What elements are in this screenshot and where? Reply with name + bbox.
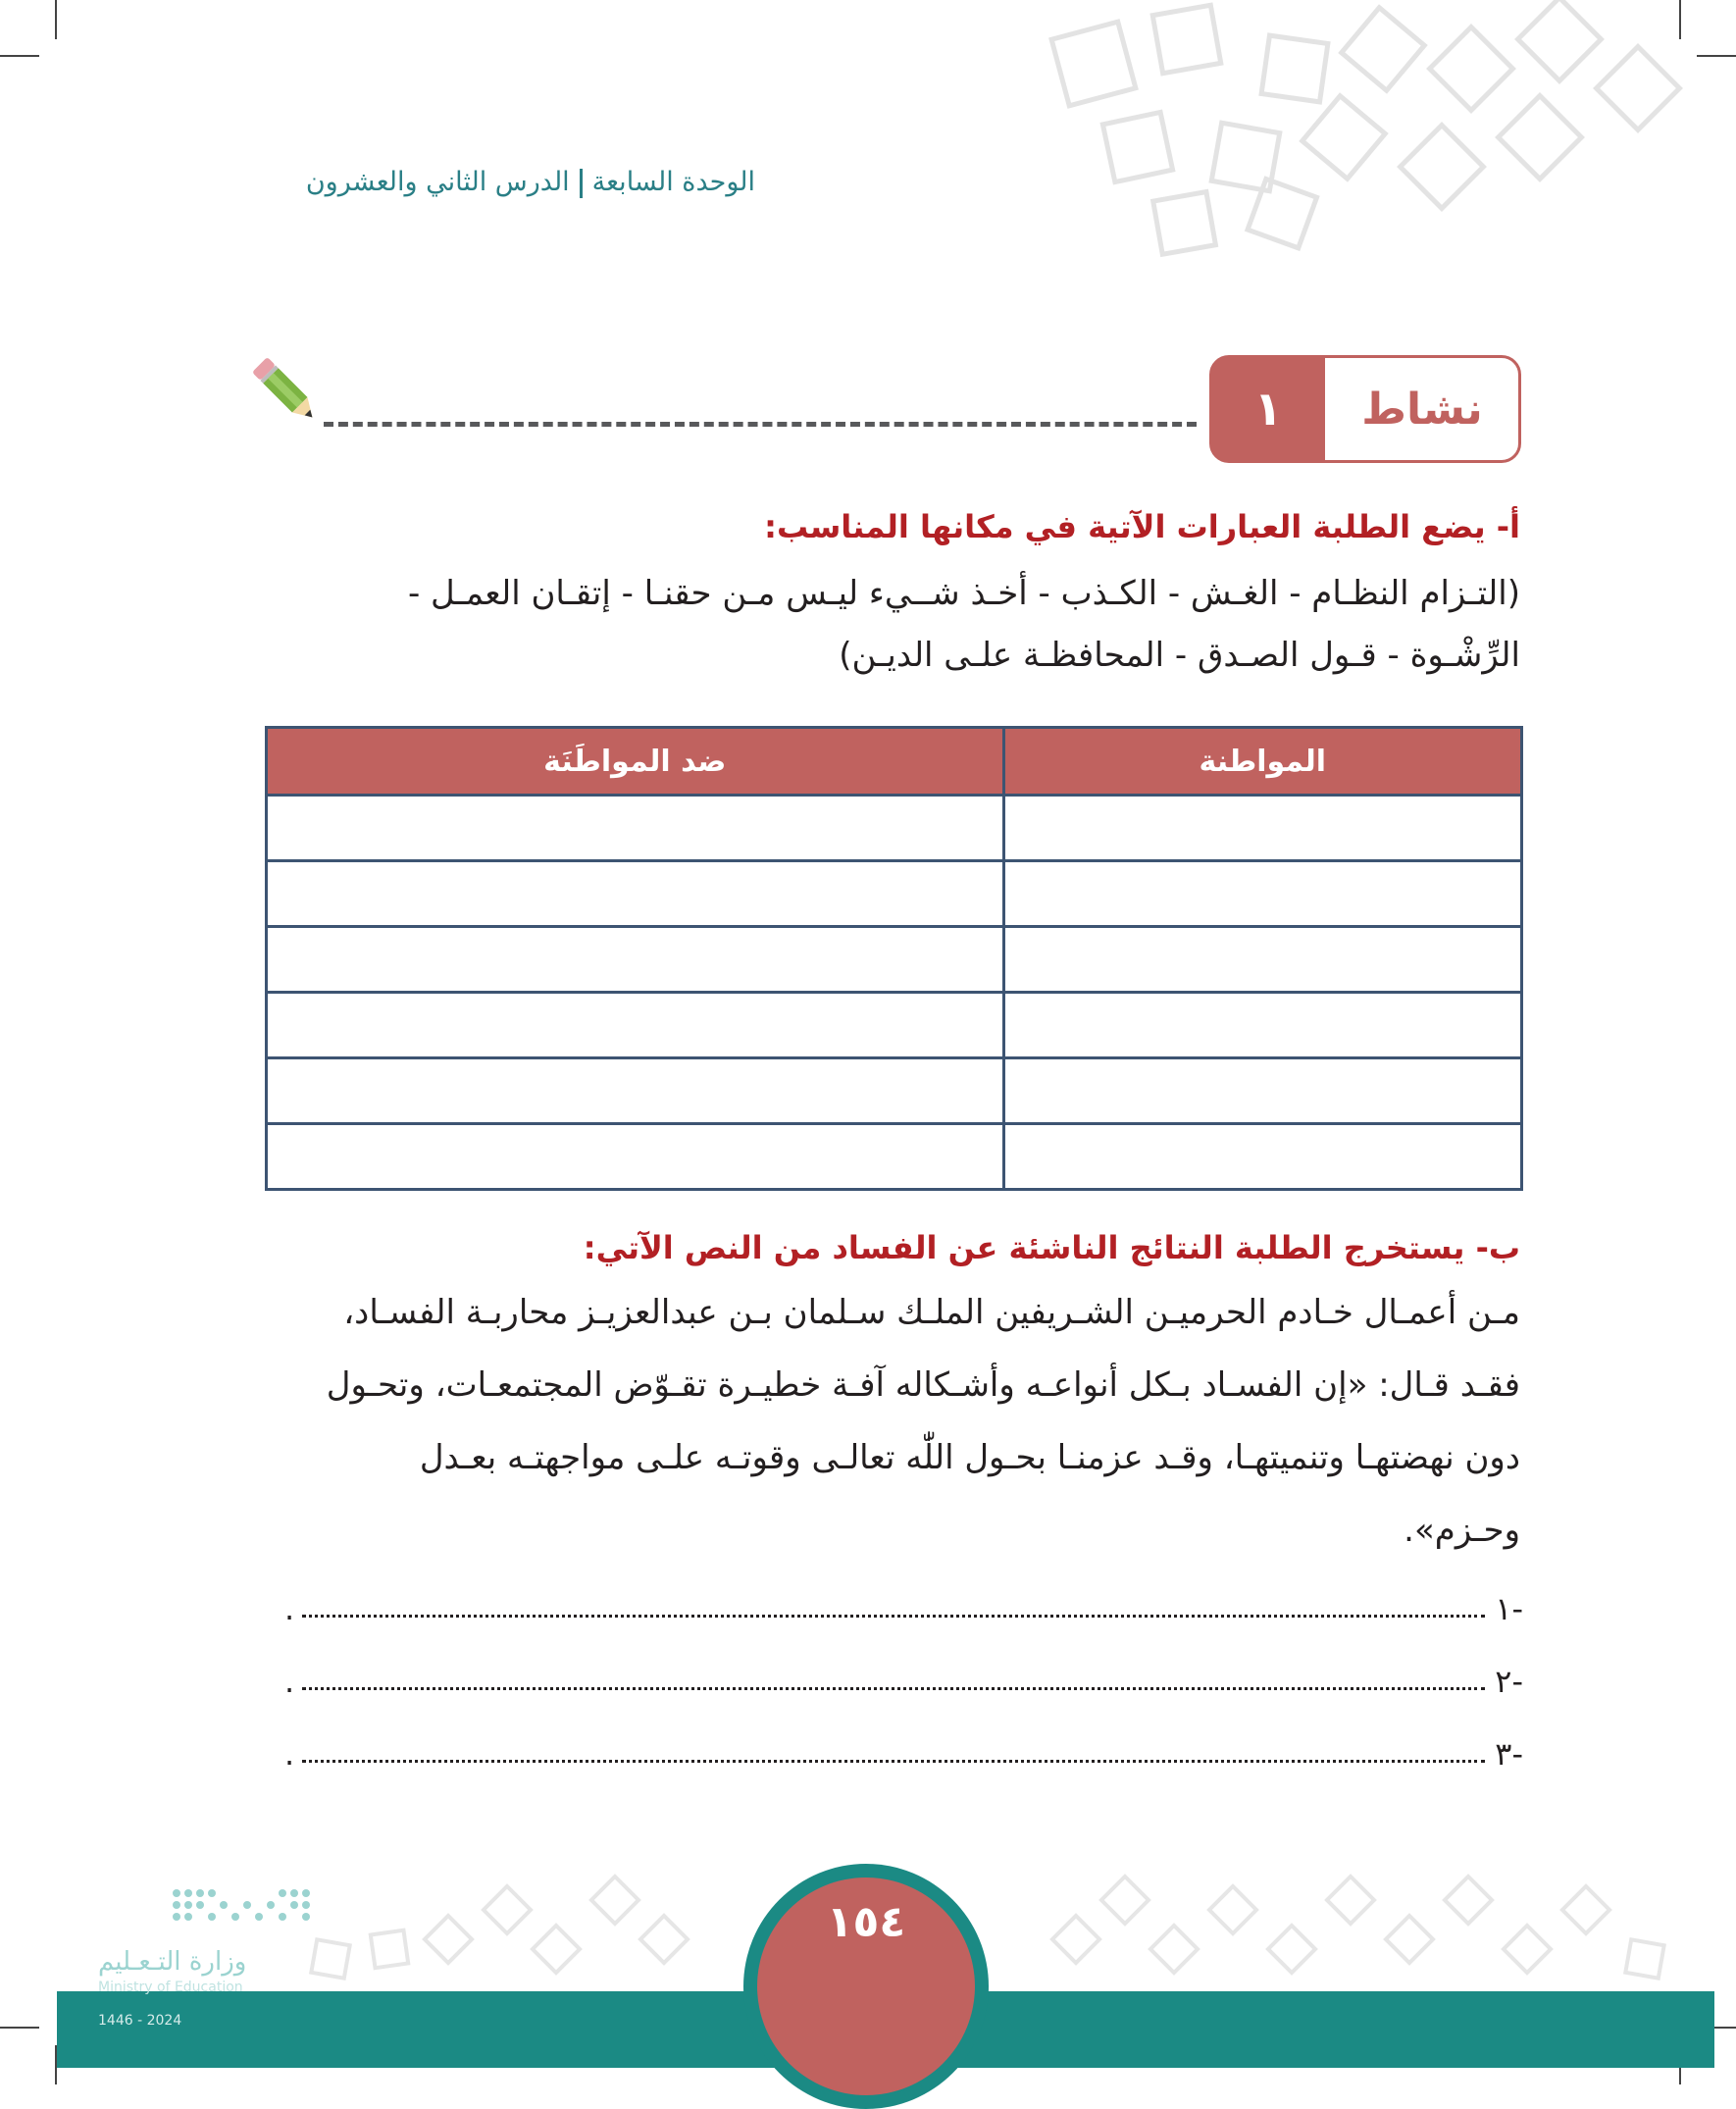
- answer-period: .: [284, 1590, 295, 1627]
- answer-line-1[interactable]: [284, 1589, 1523, 1628]
- dashed-divider: [324, 422, 1197, 427]
- crop-mark: [55, 0, 57, 39]
- passage-line-2: فقـد قـال: «إن الفسـاد بـكل أنواعـه وأشـكاله آفـة خطيـرة تقـوّض المجتمعـات، وتحـول: [326, 1365, 1520, 1405]
- table-row: [267, 927, 1522, 993]
- table-cell[interactable]: [267, 993, 1004, 1058]
- table-cell[interactable]: [267, 1058, 1004, 1124]
- passage-line-3: دون نهضتهـا وتنميتهـا، وقـد عزمنـا بحـول اللّٰه تعالـى وقوتـه علـى مواجهتـه بعـدل: [419, 1438, 1520, 1477]
- answer-period: .: [284, 1663, 295, 1700]
- table-cell[interactable]: [1003, 927, 1521, 993]
- section-b-heading: ب- يستخرج الطلبة النتائج الناشئة عن الفساد من النص الآتي:: [583, 1229, 1520, 1266]
- table-row: [267, 1058, 1522, 1124]
- ministry-logo-icon: [167, 1883, 324, 1942]
- answer-dots: [302, 1601, 1485, 1618]
- table-cell[interactable]: [1003, 796, 1521, 861]
- table-cell[interactable]: [1003, 1124, 1521, 1190]
- answer-line-2[interactable]: [284, 1662, 1523, 1701]
- ministry-name-en: Ministry of Education: [98, 1980, 243, 1995]
- header-anti-citizenship: ضد المواطَنَة: [267, 728, 1004, 796]
- ministry-name: وزارة التـعـليم: [98, 1947, 247, 1977]
- table-cell[interactable]: [1003, 861, 1521, 927]
- table-cell[interactable]: [1003, 1058, 1521, 1124]
- table-cell[interactable]: [267, 927, 1004, 993]
- crop-mark: [0, 55, 39, 57]
- section-a-line-1: (التـزام النظـام - الغـش - الكـذب - أخـذ شــيء ليـس مـن حقنـا - إتقـان العمـل -: [407, 574, 1520, 613]
- table-row: [267, 993, 1522, 1058]
- edition-year: 2024 - 1446: [98, 2013, 182, 2029]
- table-header-row: [267, 728, 1522, 796]
- table-row: [267, 861, 1522, 927]
- table-row: [267, 796, 1522, 861]
- table-cell[interactable]: [267, 861, 1004, 927]
- passage-line-1: مـن أعمـال خـادم الحرميـن الشـريفين الملـك سـلمان بـن عبدالعزيـز محاربـة الفسـاد،: [343, 1293, 1520, 1332]
- activity-number: ١: [1211, 357, 1325, 461]
- answer-number: -١: [1495, 1590, 1523, 1627]
- table-cell[interactable]: [267, 796, 1004, 861]
- answer-period: .: [284, 1735, 295, 1773]
- table-cell[interactable]: [267, 1124, 1004, 1190]
- unit-title: الوحدة السابعة: [591, 167, 755, 197]
- answer-dots: [302, 1746, 1485, 1763]
- answer-number: -٣: [1495, 1735, 1523, 1773]
- decorative-pattern: [1020, 0, 1736, 265]
- table-row: [267, 1124, 1522, 1190]
- crop-mark: [0, 2027, 39, 2029]
- answer-dots: [302, 1673, 1485, 1690]
- footer-pattern: [294, 1864, 1726, 1991]
- section-a-line-2: الرِّشْـوة - قـول الصـدق - المحافظـة علـى الديـن): [839, 636, 1520, 675]
- lesson-title: الدرس الثاني والعشرون: [305, 167, 570, 197]
- page-number: ١٥٤: [826, 1897, 906, 1947]
- answer-line-3[interactable]: [284, 1734, 1523, 1774]
- header-citizenship: المواطنة: [1003, 728, 1521, 796]
- passage-line-4: وحـزم».: [1404, 1511, 1520, 1550]
- activity-label: نشاط: [1361, 384, 1483, 435]
- pencil-icon: [253, 353, 322, 432]
- table-cell[interactable]: [1003, 993, 1521, 1058]
- page-header: [306, 167, 755, 198]
- section-a-heading: أ- يضع الطلبة العبارات الآتية في مكانها المناسب:: [764, 508, 1520, 545]
- header-separator: [580, 169, 583, 198]
- citizenship-table: [265, 726, 1523, 1191]
- answer-number: -٢: [1495, 1663, 1523, 1700]
